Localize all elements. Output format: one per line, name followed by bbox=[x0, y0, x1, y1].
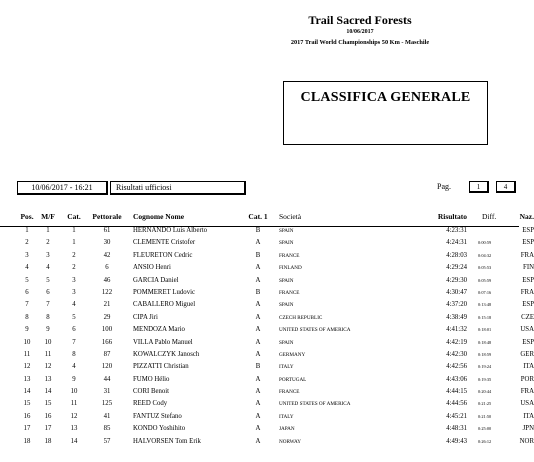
cell-society: SPAIN bbox=[279, 228, 294, 234]
cell-nation: USA bbox=[520, 326, 534, 334]
cell-society: PORTUGAL bbox=[279, 376, 307, 383]
cell-mf: 11 bbox=[44, 350, 52, 358]
table-row bbox=[17, 337, 534, 349]
cell-mf: 12 bbox=[44, 363, 52, 371]
cell-cat1: A bbox=[255, 437, 261, 445]
cell-cat: 14 bbox=[70, 437, 78, 445]
cell-society: SPAIN bbox=[279, 240, 294, 247]
col-cat: Cat. bbox=[67, 212, 81, 221]
cell-nation: FIN bbox=[523, 264, 534, 272]
cell-bib: 122 bbox=[101, 288, 113, 296]
cell-name: CIPA Jiri bbox=[133, 313, 158, 321]
cell-bib: 125 bbox=[101, 400, 113, 408]
race-date: 10/06/2017 bbox=[346, 29, 374, 35]
status-box: Risultati ufficiosi bbox=[110, 181, 246, 195]
table-row bbox=[17, 411, 534, 423]
cell-result: 4:42:30 bbox=[446, 350, 467, 358]
cell-society: SPAIN bbox=[279, 277, 294, 284]
cell-mf: 17 bbox=[44, 425, 52, 433]
page-current: 1 bbox=[469, 181, 489, 193]
cell-name: CORI Benoit bbox=[133, 388, 170, 396]
cell-diff: 0:20:44 bbox=[478, 389, 492, 395]
cell-cat1: A bbox=[255, 338, 261, 346]
cell-pos: 18 bbox=[23, 437, 31, 445]
cell-cat1: A bbox=[255, 276, 261, 284]
table-row bbox=[17, 398, 534, 410]
cell-diff: 0:26:12 bbox=[478, 438, 492, 444]
cell-mf: 9 bbox=[46, 326, 50, 334]
cell-pos: 7 bbox=[25, 301, 29, 309]
classifica-title: CLASSIFICA GENERALE bbox=[300, 90, 471, 105]
cell-pos: 14 bbox=[23, 388, 31, 396]
cell-cat1: B bbox=[255, 227, 261, 234]
cell-bib: 6 bbox=[105, 264, 109, 272]
cell-name: KOWALCZYK Janosch bbox=[133, 350, 200, 358]
col-bib: Pettorale bbox=[92, 212, 122, 221]
cell-name: ANSIO Henri bbox=[133, 264, 171, 272]
cell-result: 4:28:03 bbox=[446, 251, 467, 259]
cell-cat: 4 bbox=[72, 301, 76, 309]
cell-nation: USA bbox=[520, 400, 534, 408]
cell-cat: 9 bbox=[72, 375, 76, 383]
cell-bib: 166 bbox=[101, 338, 113, 346]
cell-cat: 7 bbox=[72, 338, 76, 346]
cell-nation: FRA bbox=[520, 288, 534, 296]
cell-mf: 8 bbox=[46, 313, 50, 321]
cell-cat: 10 bbox=[70, 388, 78, 396]
cell-cat1: A bbox=[255, 313, 261, 321]
cell-cat1: B bbox=[255, 363, 261, 371]
cell-cat: 8 bbox=[72, 350, 76, 358]
cell-result: 4:48:31 bbox=[446, 425, 467, 433]
table-row bbox=[17, 237, 534, 249]
cell-name: KONDO Yoshihito bbox=[133, 425, 186, 433]
cell-bib: 61 bbox=[103, 227, 111, 234]
cell-pos: 12 bbox=[23, 363, 31, 371]
cell-cat1: A bbox=[255, 264, 261, 272]
table-row bbox=[17, 324, 534, 336]
cell-society: ITALY bbox=[279, 364, 294, 371]
cell-result: 4:38:49 bbox=[446, 313, 467, 321]
cell-cat: 5 bbox=[72, 313, 76, 321]
cell-pos: 1 bbox=[25, 227, 29, 234]
cell-name: CABALLERO Miguel bbox=[133, 301, 196, 309]
cell-bib: 42 bbox=[103, 251, 111, 259]
cell-diff: 0:05:53 bbox=[478, 265, 492, 271]
cell-bib: 120 bbox=[101, 363, 113, 371]
cell-nation: GER bbox=[520, 350, 534, 358]
cell-pos: 3 bbox=[25, 251, 29, 259]
cell-bib: 31 bbox=[103, 388, 111, 396]
cell-mf: 2 bbox=[46, 239, 50, 247]
table-row bbox=[17, 262, 534, 274]
cell-nation: FRA bbox=[520, 251, 534, 259]
cell-bib: 21 bbox=[103, 301, 111, 309]
cell-mf: 7 bbox=[46, 301, 50, 309]
cell-society: CZECH REPUBLIC bbox=[279, 314, 323, 321]
cell-cat: 1 bbox=[72, 239, 76, 247]
table-body bbox=[17, 225, 534, 448]
cell-bib: 46 bbox=[103, 276, 111, 284]
cell-cat1: B bbox=[255, 288, 261, 296]
cell-cat: 11 bbox=[70, 400, 78, 408]
cell-diff: 0:18:48 bbox=[478, 339, 492, 345]
cell-result: 4:42:56 bbox=[446, 363, 467, 371]
cell-cat: 4 bbox=[72, 363, 76, 371]
table-row bbox=[17, 287, 534, 299]
cell-bib: 29 bbox=[103, 313, 111, 321]
cell-society: GERMANY bbox=[279, 351, 306, 358]
cell-cat1: A bbox=[255, 301, 261, 309]
cell-society: FINLAND bbox=[279, 265, 302, 272]
table-row bbox=[17, 275, 534, 287]
cell-name: FLEURETON Cedric bbox=[133, 251, 193, 259]
cell-nation: NOR bbox=[519, 437, 534, 445]
cell-mf: 5 bbox=[46, 276, 50, 284]
table-row bbox=[17, 299, 534, 311]
col-result: Risultato bbox=[437, 212, 467, 221]
classifica-box bbox=[283, 81, 488, 145]
cell-mf: 18 bbox=[44, 437, 52, 445]
cell-pos: 6 bbox=[25, 288, 29, 296]
cell-society: ITALY bbox=[279, 413, 294, 420]
race-title: Trail Sacred Forests bbox=[308, 13, 412, 27]
cell-name: HERNANDO Luis Alberto bbox=[133, 227, 208, 234]
cell-name: FUMO Hélio bbox=[133, 375, 170, 383]
cell-mf: 6 bbox=[46, 288, 50, 296]
cell-nation: ESP bbox=[522, 276, 534, 284]
cell-diff: 0:21:25 bbox=[478, 401, 492, 407]
cell-nation: ITA bbox=[523, 412, 534, 420]
col-diff: Diff. bbox=[482, 212, 497, 221]
cell-society: UNITED STATES OF AMERICA bbox=[279, 401, 351, 408]
cell-society: UNITED STATES OF AMERICA bbox=[279, 327, 351, 334]
cell-cat: 12 bbox=[70, 412, 78, 420]
cell-diff: 0:19:24 bbox=[478, 364, 492, 370]
cell-pos: 4 bbox=[25, 264, 29, 272]
table-header bbox=[17, 212, 534, 225]
cell-bib: 100 bbox=[101, 326, 113, 334]
cell-society: FRANCE bbox=[279, 389, 300, 396]
page-total: 4 bbox=[496, 181, 516, 193]
col-pos: Pos. bbox=[20, 212, 34, 221]
cell-name: REED Cody bbox=[133, 400, 168, 408]
cell-diff: 0:13:48 bbox=[478, 302, 492, 308]
cell-cat1: B bbox=[255, 251, 261, 259]
cell-society: SPAIN bbox=[279, 339, 294, 346]
cell-society: FRANCE bbox=[279, 289, 300, 296]
cell-cat: 3 bbox=[72, 288, 76, 296]
cell-result: 4:30:47 bbox=[446, 288, 467, 296]
cell-mf: 10 bbox=[44, 338, 52, 346]
cell-cat1: A bbox=[255, 388, 261, 396]
cell-result: 4:44:15 bbox=[446, 388, 467, 396]
cell-pos: 10 bbox=[23, 338, 31, 346]
cell-cat: 3 bbox=[72, 276, 76, 284]
cell-pos: 13 bbox=[23, 375, 31, 383]
cell-cat1: A bbox=[255, 239, 261, 247]
cell-diff: 0:05:59 bbox=[478, 277, 492, 283]
table-row bbox=[17, 349, 534, 361]
cell-result: 4:44:56 bbox=[446, 400, 467, 408]
col-name: Cognome Nome bbox=[133, 212, 185, 221]
col-mf: M/F bbox=[41, 212, 55, 221]
cell-result: 4:49:43 bbox=[446, 437, 467, 445]
cell-pos: 16 bbox=[23, 412, 31, 420]
cell-result: 4:24:31 bbox=[446, 239, 467, 247]
cell-nation: CZE bbox=[521, 313, 534, 321]
cell-cat1: A bbox=[255, 412, 261, 420]
cell-result: 4:23:31 bbox=[446, 227, 467, 234]
cell-result: 4:37:20 bbox=[446, 301, 467, 309]
cell-result: 4:45:21 bbox=[446, 412, 467, 420]
cell-name: POMMERET Ludovic bbox=[133, 288, 195, 296]
page-label: Pag. bbox=[437, 182, 451, 191]
event-name: 2017 Trail World Championships 50 Km - Maschile bbox=[290, 39, 430, 46]
cell-result: 4:41:32 bbox=[446, 326, 467, 334]
cell-diff: 0:00:59 bbox=[478, 240, 492, 246]
table-row bbox=[17, 436, 534, 448]
cell-bib: 87 bbox=[103, 350, 111, 358]
cell-nation: ESP bbox=[522, 338, 534, 346]
cell-mf: 15 bbox=[44, 400, 52, 408]
cell-name: HALVORSEN Tom Erik bbox=[133, 437, 201, 445]
cell-bib: 85 bbox=[103, 425, 111, 433]
cell-society: SPAIN bbox=[279, 302, 294, 309]
cell-name: CLEMENTE Cristofer bbox=[133, 239, 196, 247]
cell-diff: 0:04:32 bbox=[478, 252, 492, 258]
cell-mf: 14 bbox=[44, 388, 52, 396]
cell-mf: 1 bbox=[46, 227, 50, 234]
cell-diff: 0:15:18 bbox=[478, 314, 492, 320]
results-table bbox=[17, 212, 534, 448]
cell-nation: POR bbox=[520, 375, 534, 383]
cell-nation: FRA bbox=[520, 388, 534, 396]
cell-bib: 30 bbox=[103, 239, 111, 247]
table-row bbox=[17, 423, 534, 435]
cell-name: PIZZATTI Christian bbox=[133, 363, 189, 371]
cell-pos: 5 bbox=[25, 276, 29, 284]
cell-nation: JPN bbox=[522, 425, 534, 433]
cell-result: 4:43:06 bbox=[446, 375, 467, 383]
cell-nation: ITA bbox=[523, 363, 534, 371]
cell-diff: 0:18:59 bbox=[478, 351, 492, 357]
cell-mf: 4 bbox=[46, 264, 50, 272]
cell-pos: 15 bbox=[23, 400, 31, 408]
cell-diff: 0:07:16 bbox=[478, 289, 492, 295]
col-nation: Naz. bbox=[519, 212, 534, 221]
cell-diff: 0:21:50 bbox=[478, 413, 492, 419]
cell-diff: 0:19:35 bbox=[478, 376, 492, 382]
cell-society: NORWAY bbox=[279, 438, 302, 445]
cell-nation: ESP bbox=[522, 239, 534, 247]
cell-cat1: A bbox=[255, 350, 261, 358]
cell-cat: 2 bbox=[72, 264, 76, 272]
cell-nation: ESP bbox=[522, 227, 534, 234]
cell-mf: 3 bbox=[46, 251, 50, 259]
cell-pos: 9 bbox=[25, 326, 29, 334]
table-row bbox=[17, 386, 534, 398]
datetime-box: 10/06/2017 - 16:21 bbox=[17, 181, 108, 195]
col-cat1: Cat. 1 bbox=[248, 212, 268, 221]
table-row bbox=[17, 361, 534, 373]
cell-bib: 44 bbox=[103, 375, 111, 383]
cell-mf: 13 bbox=[44, 375, 52, 383]
cell-bib: 41 bbox=[103, 412, 111, 420]
cell-pos: 17 bbox=[23, 425, 31, 433]
cell-name: MENDOZA Mario bbox=[133, 326, 185, 334]
cell-society: JAPAN bbox=[279, 426, 295, 433]
cell-mf: 16 bbox=[44, 412, 52, 420]
cell-result: 4:29:30 bbox=[446, 276, 467, 284]
cell-cat: 6 bbox=[72, 326, 76, 334]
cell-name: VILLA Pablo Manuel bbox=[133, 338, 193, 346]
cell-cat1: A bbox=[255, 326, 261, 334]
cell-result: 4:42:19 bbox=[446, 338, 467, 346]
cell-diff: 0:18:01 bbox=[478, 327, 492, 333]
cell-cat1: A bbox=[255, 425, 261, 433]
cell-cat: 13 bbox=[70, 425, 78, 433]
table-row bbox=[17, 250, 534, 262]
cell-bib: 57 bbox=[103, 437, 111, 445]
cell-cat: 1 bbox=[72, 227, 76, 234]
cell-diff: 0:25:00 bbox=[478, 426, 492, 432]
table-row bbox=[17, 225, 534, 237]
cell-cat: 2 bbox=[72, 251, 76, 259]
cell-result: 4:29:24 bbox=[446, 264, 467, 272]
table-row bbox=[17, 312, 534, 324]
cell-pos: 8 bbox=[25, 313, 29, 321]
cell-cat1: A bbox=[255, 375, 261, 383]
cell-name: GARCIA Daniel bbox=[133, 276, 179, 284]
cell-pos: 11 bbox=[23, 350, 31, 358]
cell-society: FRANCE bbox=[279, 252, 300, 259]
table-row bbox=[17, 374, 534, 386]
cell-nation: ESP bbox=[522, 301, 534, 309]
cell-name: FANTUZ Stefano bbox=[133, 412, 182, 420]
col-society: Società bbox=[279, 212, 302, 221]
cell-cat1: A bbox=[255, 400, 261, 408]
cell-pos: 2 bbox=[25, 239, 29, 247]
